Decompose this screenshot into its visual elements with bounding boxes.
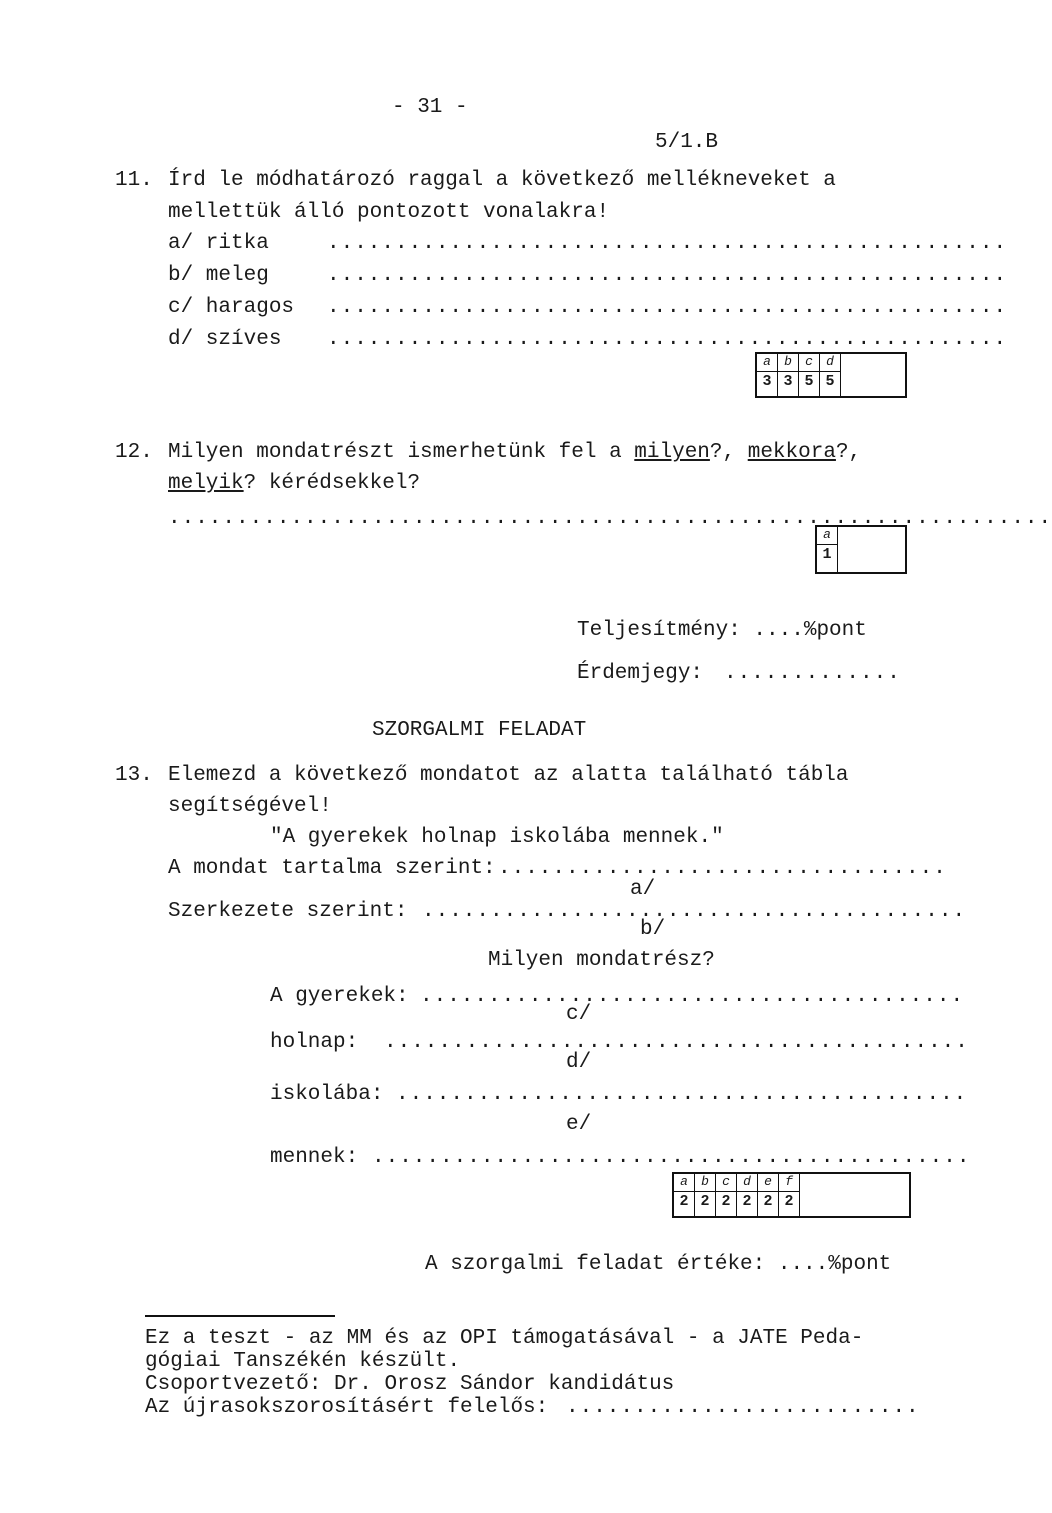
q11-score-total-box[interactable] bbox=[841, 354, 905, 396]
part-mennek-answer-line[interactable]: ............................................ bbox=[372, 1146, 971, 1169]
part-iskolaba-answer-line[interactable]: .......................................... bbox=[396, 1083, 968, 1106]
q12-score-value-a: 1 bbox=[822, 546, 832, 563]
question-11-text-line2: mellettük álló pontozott vonalakra! bbox=[168, 201, 610, 224]
q13-score-value-f: 2 bbox=[784, 1193, 794, 1210]
q11-score-header-d: d bbox=[820, 354, 840, 372]
part-label-gyerekek: A gyerekek: bbox=[270, 985, 409, 1008]
q12-score-header-a: a bbox=[817, 527, 837, 545]
page-number: - 31 - bbox=[392, 96, 468, 119]
marker-b: b/ bbox=[640, 918, 666, 941]
part-question: Milyen mondatrész? bbox=[488, 949, 715, 972]
q13-score-header-f: f bbox=[779, 1174, 799, 1192]
grade-answer-line[interactable]: ............. bbox=[724, 662, 901, 685]
footnote-rule bbox=[145, 1315, 335, 1317]
footer-line-3: Csoportvezető: Dr. Orosz Sándor kandidátus bbox=[145, 1373, 675, 1396]
footer-line-2: gógiai Tanszékén készült. bbox=[145, 1350, 461, 1373]
part-label-holnap: holnap: bbox=[270, 1031, 359, 1054]
content-label: A mondat tartalma szerint: bbox=[168, 857, 496, 880]
q12-answer-line[interactable]: ................................................................. bbox=[168, 507, 1052, 530]
question-13-text-line1: Elemezd a következő mondatot az alatta található tábla bbox=[168, 764, 849, 787]
q11-score-header-c: c bbox=[799, 354, 819, 372]
q13-score-header-e: e bbox=[758, 1174, 778, 1192]
part-gyerekek-answer-line[interactable]: ........................................ bbox=[420, 985, 965, 1008]
assignment-value: A szorgalmi feladat értéke: ....%pont bbox=[425, 1253, 892, 1276]
performance-field: Teljesítmény: ....%pont bbox=[577, 619, 867, 642]
q11-score-value-c: 5 bbox=[804, 373, 814, 390]
part-label-iskolaba: iskolába: bbox=[270, 1083, 384, 1106]
q11-score-header-b: b bbox=[778, 354, 798, 372]
q13-score-header-c: c bbox=[716, 1174, 736, 1192]
q11-item-a-label: a/ ritka bbox=[168, 232, 269, 255]
q12-word-melyik: melyik bbox=[168, 472, 244, 495]
question-12-text-line1: Milyen mondatrészt ismerhetünk fel a milyen?, mekkora?, bbox=[168, 441, 862, 464]
marker-e: e/ bbox=[566, 1113, 592, 1136]
q11-score-table bbox=[755, 352, 907, 398]
q12-word-mekkora: mekkora bbox=[747, 441, 836, 464]
q11-score-header-a: a bbox=[757, 354, 777, 372]
content-answer-line[interactable]: ................................. bbox=[498, 857, 947, 880]
q13-sentence: "A gyerekek holnap iskolába mennek." bbox=[270, 826, 724, 849]
structure-answer-line[interactable]: ........................................ bbox=[422, 900, 967, 923]
q11-item-d-answer-line[interactable]: .................................................. bbox=[327, 328, 1008, 351]
section-title: SZORGALMI FELADAT bbox=[372, 719, 587, 742]
q11-item-a-answer-line[interactable]: .................................................. bbox=[327, 232, 1008, 255]
q13-score-value-b: 2 bbox=[700, 1193, 710, 1210]
question-13-number: 13. bbox=[115, 764, 153, 787]
question-13-text-line2: segítségével! bbox=[168, 795, 332, 818]
q11-item-c-answer-line[interactable]: .................................................. bbox=[327, 296, 1008, 319]
q12-score-table bbox=[815, 525, 907, 574]
footer-line-4: Az újrasokszorosításért felelős: bbox=[145, 1396, 549, 1419]
q13-score-value-e: 2 bbox=[763, 1193, 773, 1210]
q13-score-header-d: d bbox=[737, 1174, 757, 1192]
q13-score-header-b: b bbox=[695, 1174, 715, 1192]
question-11-number: 11. bbox=[115, 169, 153, 192]
q13-score-total-box[interactable] bbox=[800, 1174, 909, 1216]
q11-item-b-label: b/ meleg bbox=[168, 264, 269, 287]
form-code: 5/1.B bbox=[655, 131, 719, 154]
q12-score-total-box[interactable] bbox=[838, 527, 905, 572]
q13-score-header-a: a bbox=[674, 1174, 694, 1192]
q13-score-value-d: 2 bbox=[742, 1193, 752, 1210]
footer-responsible-answer-line[interactable]: .......................... bbox=[566, 1396, 920, 1419]
q11-item-d-label: d/ szíves bbox=[168, 328, 282, 351]
structure-label: Szerkezete szerint: bbox=[168, 900, 408, 923]
footer-line-1: Ez a teszt - az MM és az OPI támogatásával - a JATE Peda- bbox=[145, 1327, 864, 1350]
part-label-mennek: mennek: bbox=[270, 1146, 359, 1169]
q12-word-milyen: milyen bbox=[634, 441, 710, 464]
part-holnap-answer-line[interactable]: ........................................... bbox=[384, 1031, 969, 1054]
q11-score-value-d: 5 bbox=[825, 373, 835, 390]
q11-item-b-answer-line[interactable]: .................................................. bbox=[327, 264, 1008, 287]
q11-score-value-b: 3 bbox=[783, 373, 793, 390]
question-11-text-line1: Írd le módhatározó raggal a következő mellékneveket a bbox=[168, 169, 836, 192]
question-12-number: 12. bbox=[115, 441, 153, 464]
marker-a: a/ bbox=[630, 878, 656, 901]
q13-score-value-a: 2 bbox=[679, 1193, 689, 1210]
marker-d: d/ bbox=[566, 1051, 592, 1074]
question-12-text-line2: melyik? kérédsekkel? bbox=[168, 472, 421, 495]
q13-score-table bbox=[672, 1172, 911, 1218]
q13-score-value-c: 2 bbox=[721, 1193, 731, 1210]
marker-c: c/ bbox=[566, 1003, 592, 1026]
grade-label: Érdemjegy: bbox=[577, 662, 704, 685]
q11-item-c-label: c/ haragos bbox=[168, 296, 295, 319]
q11-score-value-a: 3 bbox=[762, 373, 772, 390]
